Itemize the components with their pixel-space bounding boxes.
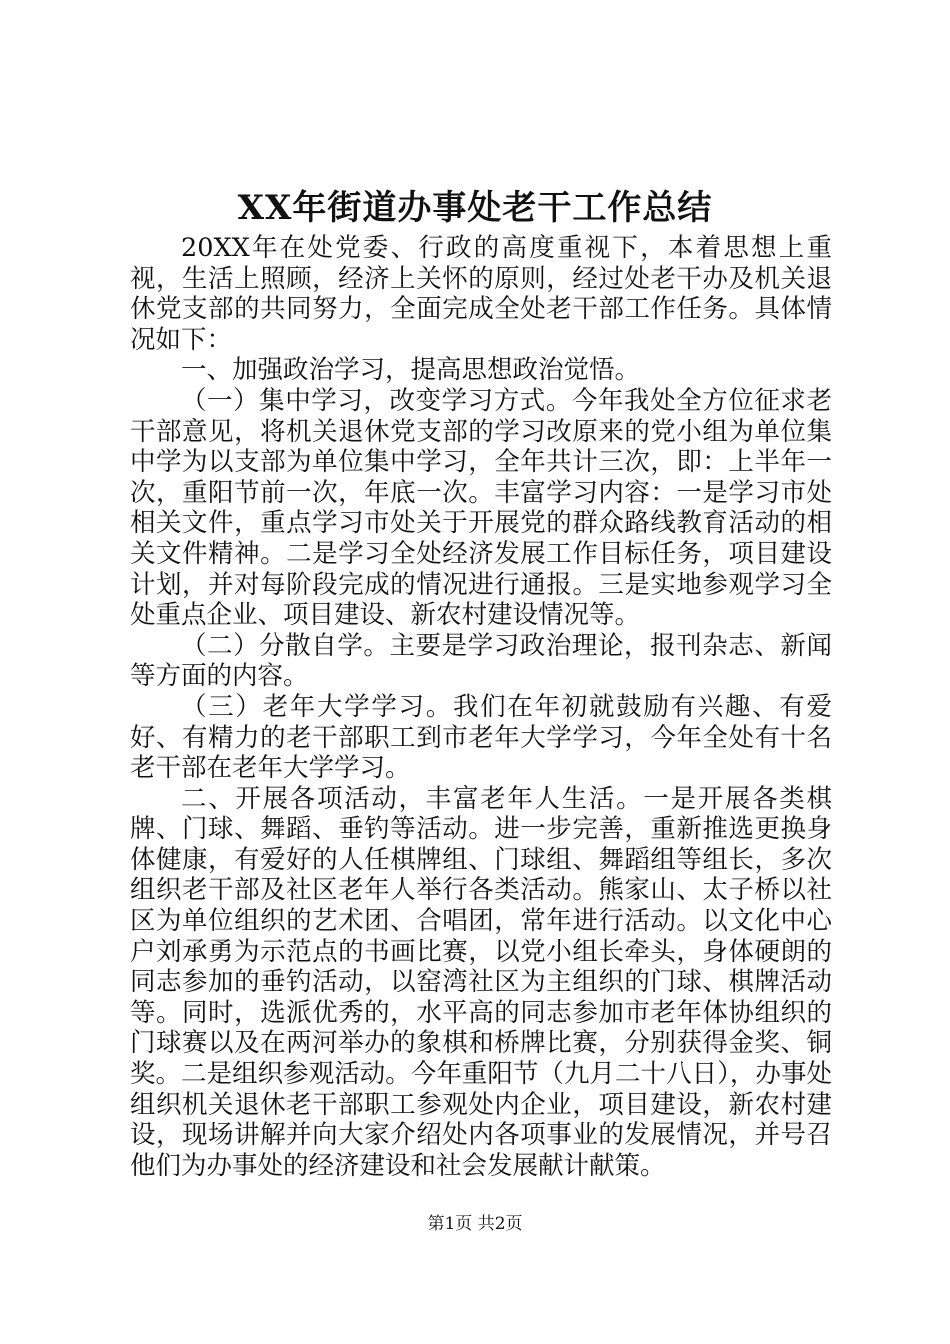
- paragraph-self-study: （二）分散自学。主要是学习政治理论，报刊杂志、新闻等方面的内容。: [130, 630, 832, 692]
- document-body: [130, 233, 832, 1181]
- section-heading-political-study: 一、加强政治学习，提高思想政治觉悟。: [181, 355, 641, 386]
- paragraph-senior-university: （三）老年大学学习。我们在年初就鼓励有兴趣、有爱好、有精力的老干部职工到市老年大学学习，今年全处有十名老干部在老年大学学习。: [130, 691, 832, 784]
- paragraph-activities: 二、开展各项活动，丰富老年人生活。一是开展各类棋牌、门球、舞蹈、垂钓等活动。进一步完善，重新推选更换身体健康，有爱好的人任棋牌组、门球组、舞蹈组等组长，多次组织老干部及社区老年人举行各类活动。熊家山、太子桥以社区为单位组织的艺术团、合唱团，常年进行活动。以文化中心户刘承勇为示范点的书画比赛，以党小组长牵头，身体硬朗的同志参加的垂钓活动，以窑湾社区为主组织的门球、棋牌活动等。同时，选派优秀的，水平高的同志参加市老年体协组织的门球赛以及在两河举办的象棋和桥牌比赛，分别获得金奖、铜奖。二是组织参观活动。今年重阳节（九月二十八日），办事处组织机关退休老干部职工参观处内企业，项目建设，新农村建设，现场讲解并向大家介绍处内各项事业的发展情况，并号召他们为办事处的经济建设和社会发展献计献策。: [130, 783, 832, 1181]
- document-title: XX年街道办事处老干工作总结: [237, 188, 713, 228]
- page-number: 第1页 共2页: [427, 1214, 523, 1234]
- intro-paragraph: 20XX年在处党委、行政的高度重视下，本着思想上重视，生活上照顾，经济上关怀的原则，经过处老干办及机关退休党支部的共同努力，全面完成全处老干部工作任务。具体情况如下：: [130, 233, 832, 355]
- paragraph-centralized-study: （一）集中学习，改变学习方式。今年我处全方位征求老干部意见，将机关退休党支部的学习改原来的党小组为单位集中学为以支部为单位集中学习，全年共计三次，即：上半年一次，重阳节前一次，年底一次。丰富学习内容：一是学习市处相关文件，重点学习市处关于开展党的群众路线教育活动的相关文件精神。二是学习全处经济发展工作目标任务，项目建设计划，并对每阶段完成的情况进行通报。三是实地参观学习全处重点企业、项目建设、新农村建设情况等。: [130, 385, 832, 631]
